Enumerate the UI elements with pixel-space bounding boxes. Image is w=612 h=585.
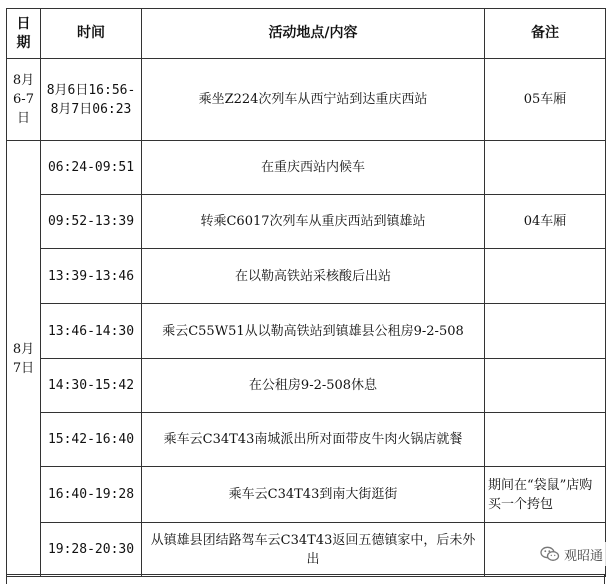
content-cell: 在以勒高铁站采核酸后出站 xyxy=(142,249,485,304)
time-cell: 8月6日16:56-8月7日06:23 xyxy=(41,59,142,141)
time-cell: 09:52-13:39 xyxy=(41,195,142,249)
note-cell: 04车厢 xyxy=(485,195,606,249)
table-row xyxy=(7,141,606,195)
table-row xyxy=(7,413,606,467)
note-cell xyxy=(485,141,606,195)
table-row xyxy=(7,304,606,359)
wechat-icon xyxy=(540,546,560,562)
note-cell xyxy=(485,359,606,413)
itinerary-table xyxy=(6,8,606,577)
table-row xyxy=(7,523,606,577)
table-row xyxy=(7,249,606,304)
table-row xyxy=(7,359,606,413)
time-cell: 13:39-13:46 xyxy=(41,249,142,304)
content-cell: 从镇雄县团结路驾车云C34T43返回五德镇家中，后未外出 xyxy=(142,523,485,577)
header-date: 日期 xyxy=(7,9,41,59)
time-cell: 19:28-20:30 xyxy=(41,523,142,577)
content-cell: 乘车云C34T43到南大街逛街 xyxy=(142,467,485,523)
table-row xyxy=(7,59,606,141)
date-cell: 8月6-7日 xyxy=(7,59,41,141)
content-cell: 转乘C6017次列车从重庆西站到镇雄站 xyxy=(142,195,485,249)
time-cell: 06:24-09:51 xyxy=(41,141,142,195)
note-cell xyxy=(485,249,606,304)
content-cell: 在重庆西站内候车 xyxy=(142,141,485,195)
header-content: 活动地点/内容 xyxy=(142,9,485,59)
header-time: 时间 xyxy=(41,9,142,59)
table-row xyxy=(7,467,606,523)
time-cell: 15:42-16:40 xyxy=(41,413,142,467)
time-cell: 13:46-14:30 xyxy=(41,304,142,359)
table-header-row xyxy=(7,9,606,59)
note-cell: 期间在“袋鼠”店购买一个挎包 xyxy=(485,467,606,523)
content-cell: 在公租房9-2-508休息 xyxy=(142,359,485,413)
content-cell: 乘坐Z224次列车从西宁站到达重庆西站 xyxy=(142,59,485,141)
note-cell: 05车厢 xyxy=(485,59,606,141)
watermark-text: 观昭通 xyxy=(563,548,603,564)
content-cell: 乘云C55W51从以勒高铁站到镇雄县公租房9-2-508 xyxy=(142,304,485,359)
time-cell: 16:40-19:28 xyxy=(41,467,142,523)
time-cell: 14:30-15:42 xyxy=(41,359,142,413)
watermark xyxy=(537,542,606,566)
content-cell: 乘车云C34T43南城派出所对面带皮牛肉火锅店就餐 xyxy=(142,413,485,467)
note-cell xyxy=(485,304,606,359)
note-cell xyxy=(485,413,606,467)
table-continuation xyxy=(6,574,605,584)
table-row xyxy=(7,195,606,249)
date-cell: 8月7日 xyxy=(7,141,41,577)
header-note: 备注 xyxy=(485,9,606,59)
